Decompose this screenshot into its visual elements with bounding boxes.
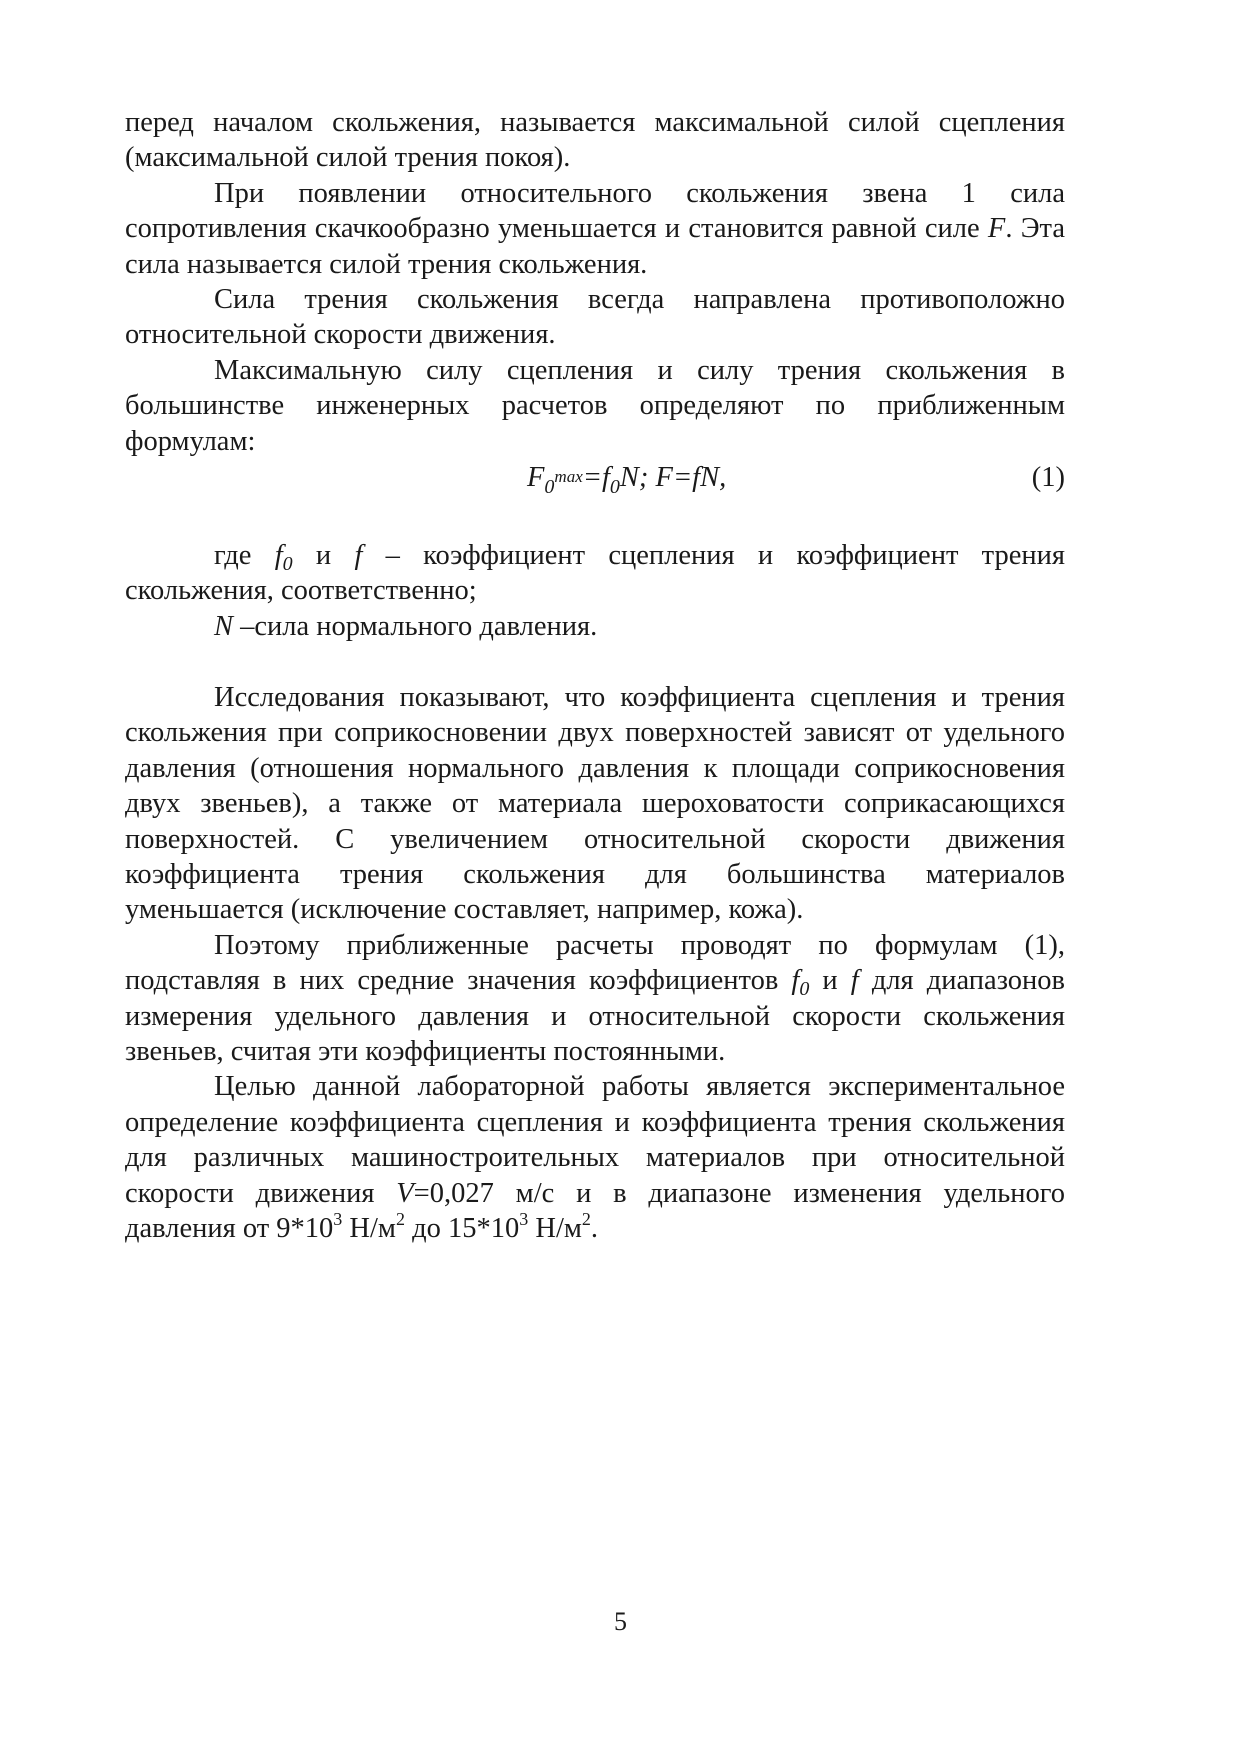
- formula-rest: N; F=fN,: [619, 462, 727, 493]
- top-text-block: [125, 105, 1065, 459]
- text-span: Целью данной лабораторной работы является экспериментальное определение коэффициента сцепления и коэффициента трения скольжения для различных машиностроительных материалов при относительной скорости движения: [125, 1071, 1065, 1209]
- text-span: .: [590, 1213, 599, 1245]
- where-paragraph: [125, 538, 1065, 609]
- research-block: [125, 680, 1065, 1247]
- text-span: =0,027 м/с и в диапазоне изменения удельного давления от 9*10: [125, 1177, 1065, 1245]
- superscript: 3: [519, 1209, 529, 1230]
- formula-subscript: 0: [544, 476, 555, 498]
- symbol-f: f: [354, 540, 363, 571]
- where-block: [125, 538, 1065, 644]
- goal-paragraph: [125, 1069, 1065, 1246]
- page-number: 5: [614, 1607, 627, 1636]
- paragraph-direction: Сила трения скольжения всегда направлена противоположно относительной скорости движения.: [125, 284, 1065, 351]
- research-paragraph: Исследования показывают, что коэффициента сцепления и трения скольжения при соприкосновении двух поверхностей зависят от удельного давления (отношения нормального давления к площади соприкосновения двух звеньев), а также от материала шероховатости соприкасающихся поверхностей. С увеличением относительной скорости движения коэффициента трения скольжения для большинства материалов уменьшается (исключение составляет, например, кожа).: [125, 682, 1065, 926]
- formula-row: [125, 458, 1065, 498]
- text-span: и: [292, 540, 355, 571]
- text-span: и: [809, 965, 851, 997]
- therefore-paragraph: [125, 928, 1065, 1070]
- text-span: Поэтому приближенные расчеты проводят по формулам (1), подставляя в них средние значения коэффициентов: [125, 929, 1065, 997]
- where-N-paragraph: [125, 609, 1065, 644]
- equation-number: (1): [1031, 462, 1065, 493]
- paragraph-continuation: перед началом скольжения, называется максимальной силой сцепления (максимальной силой трения покоя).: [125, 107, 1065, 174]
- text-span: для диапазонов измерения удельного давления и относительной скорости скольжения звеньев, считая эти коэффициенты постоянными.: [125, 965, 1065, 1068]
- text-span: где: [214, 540, 275, 571]
- subscript: 0: [282, 553, 293, 575]
- formula-subscript: 0: [609, 476, 620, 498]
- superscript: 2: [395, 1209, 405, 1230]
- paragraph-formulas-intro: Максимальную силу сцепления и силу трения скольжения в большинстве инженерных расчетов определяют по приближенным формулам:: [125, 354, 1065, 457]
- formula-eq: =f: [582, 462, 610, 493]
- formula-F: F: [527, 462, 545, 493]
- symbol-N: N: [214, 610, 234, 642]
- symbol-V: V: [396, 1177, 414, 1209]
- formula-superscript: max: [554, 467, 583, 486]
- symbol-f0: f: [791, 965, 800, 997]
- superscript: 3: [333, 1209, 343, 1230]
- text-span: до 15*10: [404, 1213, 520, 1245]
- text-span: –сила нормального давления.: [233, 610, 598, 642]
- text-span: Н/м: [342, 1213, 396, 1245]
- text-span: – коэффициент сцепления и коэффициент трения скольжения, соответственно;: [125, 540, 1065, 607]
- symbol-f0: f: [274, 540, 283, 571]
- symbol-f: f: [850, 965, 859, 997]
- superscript: 2: [581, 1209, 591, 1230]
- text-span: Н/м: [528, 1213, 582, 1245]
- paragraph-sliding: [125, 176, 1065, 282]
- subscript: 0: [799, 978, 810, 1001]
- text-span: При появлении относительного скольжения звена 1 сила сопротивления скачкообразно уменьшается и становится равной силе: [125, 177, 1065, 245]
- text-span: . Эта сила называется силой трения скольжения.: [125, 213, 1065, 280]
- symbol-F: F: [987, 213, 1006, 245]
- formula-1: [527, 458, 726, 498]
